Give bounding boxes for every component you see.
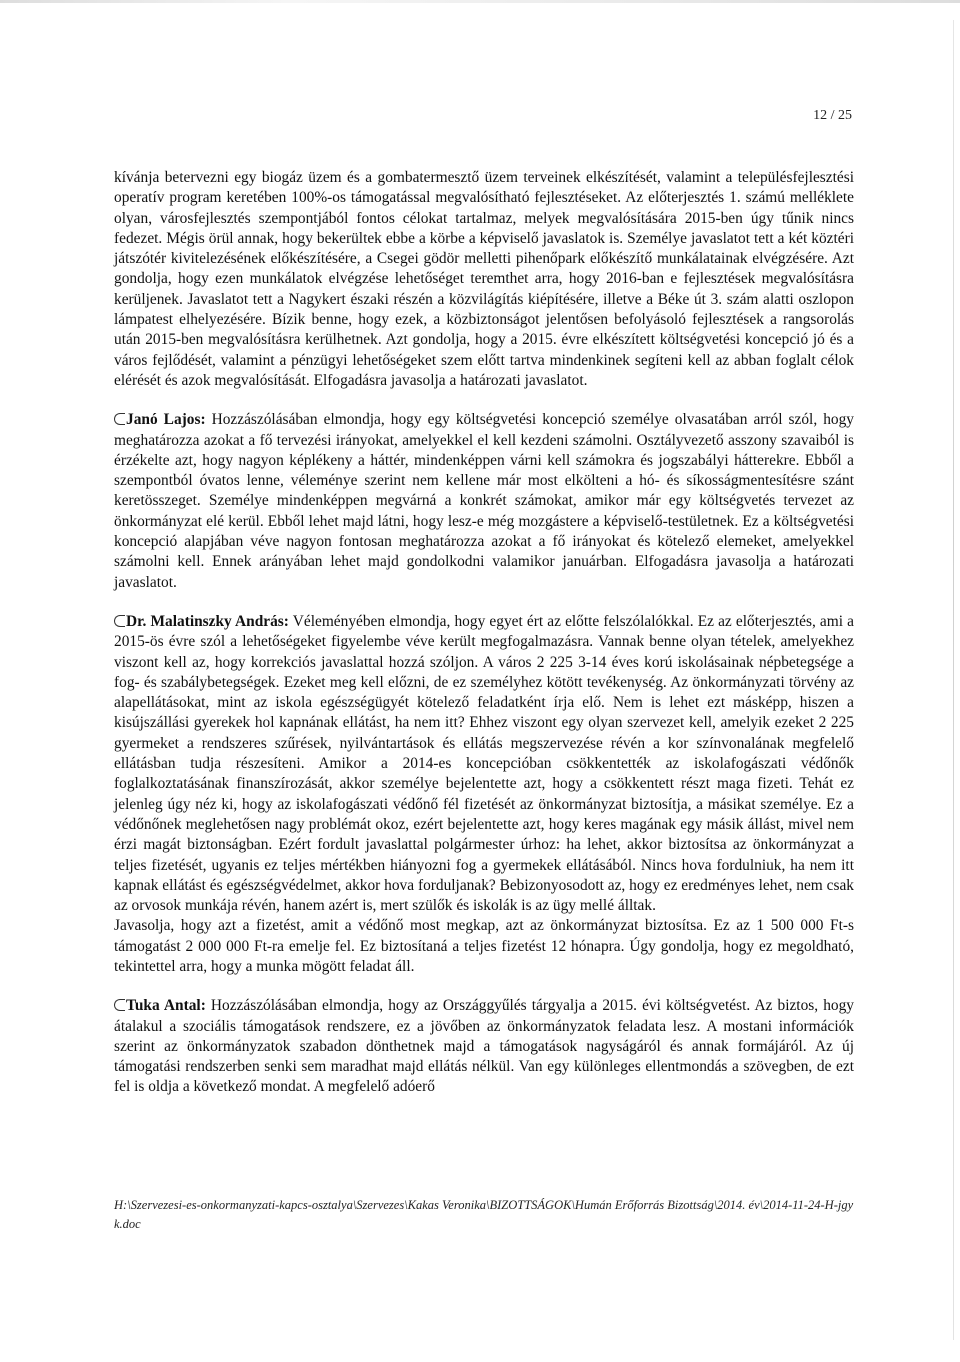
paragraph-tuka-antal — [114, 996, 854, 1097]
speech-text: Hozzászólásában elmondja, hogy egy költségvetési koncepció személye olvasatában arról szól, hogy meghatározza azokat a fő tervezési irányokat, amelyekkel el kell kezdeni számolni. Osztályvezető asszony szavaiból is érzékelte azt, hogy nagyon képlékeny a háttér, mindenképpen várni kell számokra és jogszabályi hátterekre. Ebből a szempontból óvatos lenne, véleménye szerint nem kellene már most elkölteni a hó- és síkosságmentesítésre szánt keretösszeget. Személye mindenképpen megvárná a konkrét számokat, amikor már egy költségvetés tervezet az önkormányzat elé kerül. Ebből lehet majd látni, hogy lesz-e még mozgástere a képviselő-testületnek. Ez a költségvetési koncepció alapjában véve nagyon fontosan meghatározza azokat a fő irányokat és kötelező elemeket, amelyekkel számolni kell. Ennek arányában lehet majd gondolkodni valamikor januárban. Elfogadásra javasolja a határozati javaslatot. — [114, 411, 854, 591]
speaker-name: Janó Lajos: — [126, 411, 206, 429]
scan-top-edge — [0, 0, 960, 3]
paragraph-intro: kívánja betervezni egy biogáz üzem és a gombatermesztő üzem terveinek elkészítését, valamint a településfejlesztési operatív program keretében 100%-os támogatással megvalósítható fejlesztéseket. Az előterjesztés 1. számú melléklete olyan, városfejlesztés szempontjából fontos célokat tartalmaz, melyek megvalósítására 2015-ben úgy tűnik nincs fedezet. Mégis örül annak, hogy bekerültek ebbe a körbe a képviselő javaslatok is. Személye javaslatot tett a két köztéri játszótér kivitelezésének előkészítésére, a Csegei gödör melletti pihenőpark előkészítő munkálatainak elvégzésére. Azt gondolja, hogy ezen munkálatok elvégzése lehetőséget teremthet arra, hogy 2016-ban e fejlesztések megvalósításra kerüljenek. Javaslatot tett a Nagykert északi részén a közvilágítás kiépítésére, illetve a Béke út 3. szám alatti oszlopon lámpatest elhelyezésére. Bízik benne, hogy ezek, a közbiztonságot jelentősen befolyásoló fejlesztések a rangsorolás után 2015-ben megvalósításra kerülhetnek. Azt gondolja, hogy a 2015. évre elkészített költségvetési koncepció jó és a város fejlődését, valamint a pénzügyi lehetőségeket szem előtt tartva mindenkinek segíteni kell az abban foglalt célok elérését és azok megvalósítását. Elfogadásra javasolja a határozati javaslatot. — [114, 169, 854, 389]
speaker-name: Dr. Malatinszky András: — [126, 612, 289, 630]
page-number: 12 / 25 — [813, 108, 852, 123]
footer-file-path: H:\Szervezesi-es-onkormanyzati-kapcs-osztalya\Szervezes\Kakas Veronika\BIZOTTSÁGOK\Humán Erőforrás Bizottság\2014. év\2014-11-24-H-jgyk.doc — [114, 1198, 854, 1231]
scan-right-edge — [953, 20, 954, 1340]
paragraph-malatinszky-proposal: Javasolja, hogy azt a fizetést, amit a védőnő most megkap, azt az önkormányzat biztosítsa. Ez az 1 500 000 Ft-s támogatást 2 000 000 Ft-ra emelje fel. Ez biztosítaná a teljes fizetést 12 hónapra. Úgy gondolja, hogy ez megoldható, tekintettel arra, hogy a munka mögött feladat áll. — [114, 917, 854, 975]
bullet-icon — [114, 999, 125, 1011]
paragraph-jano-lajos — [114, 410, 854, 593]
speech-text: Véleményében elmondja, hogy egyet ért az előtte felszólalókkal. Ez az előterjesztés, ami a 2015-ös évre szól a lehetőségeket figyelembe véve került megfogalmazásra. Vannak benne olyan tételek, amelyekhez viszont kell az, hogy korrekciós javaslattal hozzá szóljon. A város 2 225 3-14 éves korú iskolásainak népbetegsége a fog- és szabálybetegségek. Ezeket meg kell előzni, de ez személyhez kötött tevékenység. Az önkormányzati törvény az alapellátásokat, mint az iskola egészségügyét kötelező feladatként írja elő. Nem is lehet ezt másképp, hiszen a kisújszállási gyerekek hol kapnának ellátást, ha nem itt? Ehhez viszont egy olyan szervezet kell, amelyik ezeket 2 225 gyermeket a rendszeres szűrések, nyilvántartások és ellátás megszervezése révén a kor színvonalának megfelelő ellátásban tudja részesíteni. Amikor a 2014-es koncepcióban csökkentették az iskolafogászati védőnők foglalkoztatásának finanszírozását, akkor személye bejelentette azt, hogy a csökkentett részt maga fizeti. Tehát ez jelenleg úgy néz ki, hogy az iskolafogászati védőnő fél fizetését az önkormányzat biztosítja, a másikat személye. Ez a védőnőnek meglehetősen nagy problémát okoz, ezért bejelentette azt, hogy keres magának egy másik állást, mivel nem érzi magát biztonságban. Ezért fordult javaslattal polgármester úrhoz: ha lehet, akkor biztosítsa az önkormányzat a teljes fizetését, ugyanis ez teljes mértékben hiányozni fog a gyermekek ellátásából. Nincs hova fordulniuk, ha nem itt kapnak ellátást és egészségvédelmet, akkor hova forduljanak? Bebizonyosodott az, hogy ez eredményes lehet, nem csak az orvosok munkája révén, hanem azért is, mert szülők és iskolák is az ügy mellé álltak. — [114, 612, 854, 915]
bullet-icon — [114, 413, 125, 425]
bullet-icon — [114, 615, 125, 627]
document-body — [114, 168, 854, 1098]
speaker-name: Tuka Antal: — [126, 997, 206, 1015]
speech-text: Hozzászólásában elmondja, hogy az Országgyűlés tárgyalja a 2015. évi költségvetést. Az biztos, hogy átalakul a szociális támogatások rendszere, ez a jövőben az önkormányzatok feladata lesz. A mostani információk szerint az önkormányzatok szabadon dönthetnek majd a támogatások nagyságáról és annak formájáról. Az új támogatási rendszerben senki sem maradhat majd ellátás nélkül. Van egy különleges ellentmondás a szövegben, de ezt fel is oldja a következő mondat. A megfelelő adóerő — [114, 997, 854, 1096]
paragraph-malatinszky — [114, 612, 854, 916]
